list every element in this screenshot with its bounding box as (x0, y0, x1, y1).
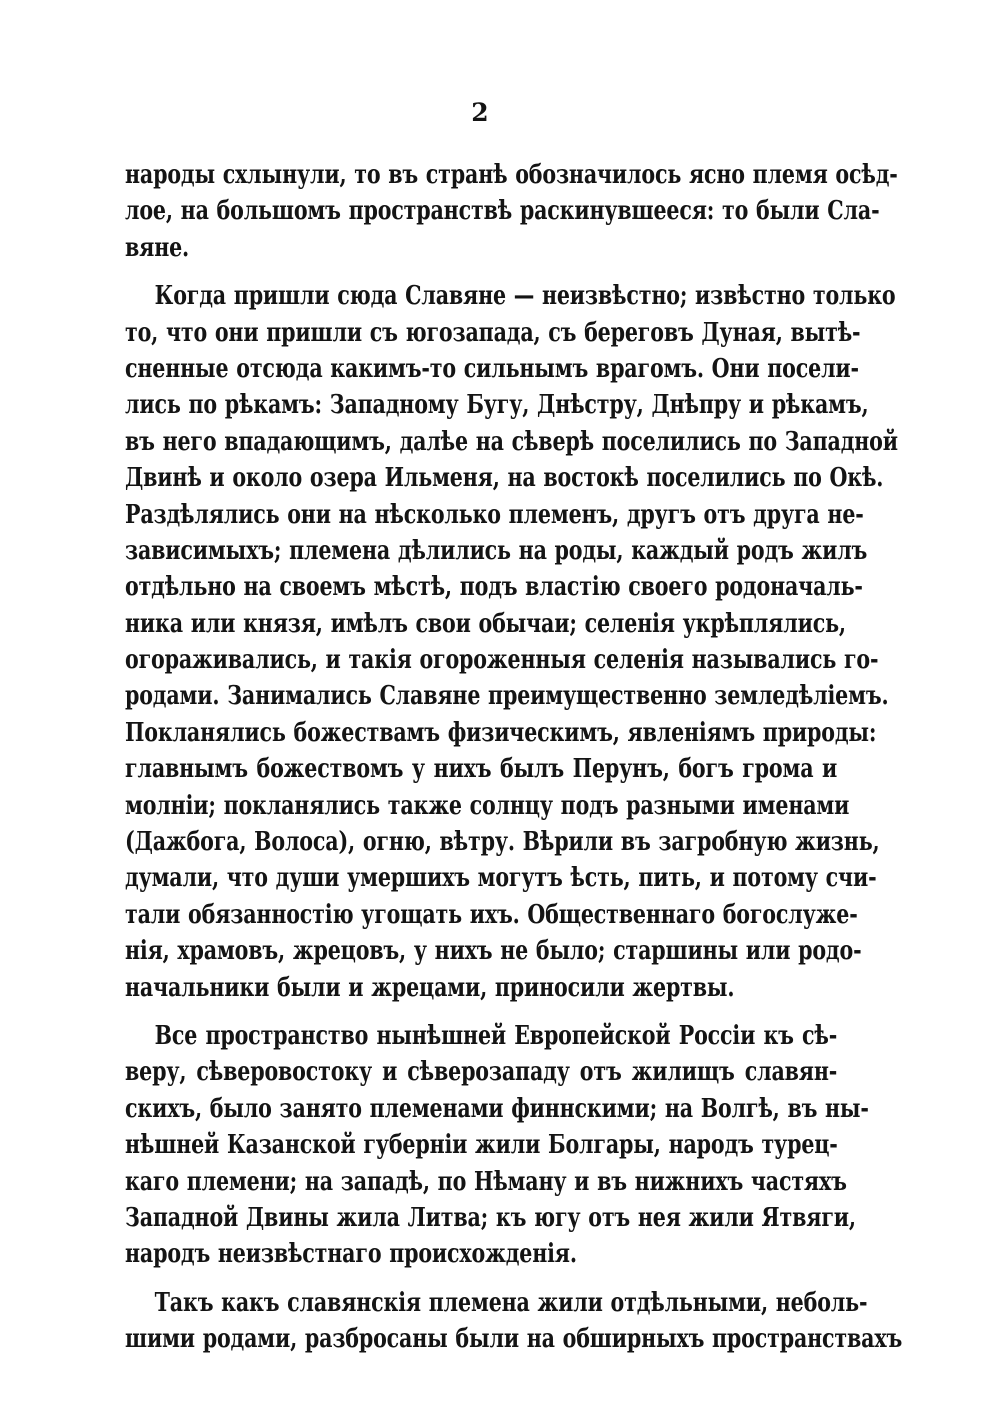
text-line: народъ неизвѣстнаго происхожденія. (125, 1238, 577, 1270)
text-line: народы схлынули, то въ странѣ обозначилось ясно племя осѣд- (125, 159, 898, 190)
text-line: тали обязанностію угощать ихъ. Общественнаго богослуже- (125, 898, 858, 930)
text-line: нія, храмовъ, жрецовъ, у нихъ не было; старшины или родо- (125, 935, 862, 967)
text-line: огораживались, и такія огороженныя селенія назывались го- (125, 644, 879, 676)
text-line: сненные отсюда какимъ-то сильнымъ врагомъ. Они посели- (125, 352, 859, 384)
paragraph (125, 278, 898, 1006)
paragraph (125, 157, 898, 266)
text-line: начальники были и жрецами, приносили жертвы. (125, 971, 735, 1003)
body-text (125, 157, 903, 1358)
text-line: Западной Двины жила Литва; къ югу отъ нея жили Ятвяги, (125, 1201, 856, 1233)
text-line: то, что они пришли съ югозапада, съ береговъ Дуная, вытѣ- (125, 316, 861, 348)
text-line: Раздѣлялись они на нѣсколько племенъ, другъ отъ друга не- (125, 498, 864, 530)
text-line: нѣшней Казанской губерніи жили Болгары, народъ турец- (125, 1129, 838, 1161)
text-line: лое, на большомъ пространствѣ раскинувшееся: то были Сла- (125, 195, 880, 227)
text-line: въ него впадающимъ, далѣе на сѣверѣ поселились по Западной (125, 425, 898, 457)
text-line: зависимыхъ; племена дѣлились на роды, каждый родъ жилъ (125, 534, 868, 566)
text-line: родами. Занимались Славяне преимущественно земледѣліемъ. (125, 680, 889, 712)
text-line: отдѣльно на своемъ мѣстѣ, подъ властію своего родоначаль- (125, 571, 863, 603)
text-line: молніи; покланялись также солнцу подъ разными именами (125, 789, 850, 821)
text-line: Все пространство нынѣшней Европейской Россіи къ сѣ- (154, 1019, 838, 1051)
text-line: шими родами, разбросаны были на обширныхъ пространствахъ (125, 1323, 903, 1355)
text-line: скихъ, было занято племенами финнскими; на Волгѣ, въ ны- (125, 1092, 869, 1124)
page-number: 2 (471, 98, 489, 127)
text-line: каго племени; на западѣ, по Нѣману и въ нижнихъ частяхъ (125, 1165, 847, 1197)
text-line: лись по рѣкамъ: Западному Бугу, Днѣстру, Днѣпру и рѣкамъ, (125, 389, 869, 421)
text-line: (Дажбога, Волоса), огню, вѣтру. Вѣрили въ загробную жизнь, (125, 826, 880, 858)
paragraph (125, 1018, 869, 1273)
text-line: главнымъ божествомъ у нихъ былъ Перунъ, богъ грома и (125, 753, 838, 785)
text-line: Двинѣ и около озера Ильменя, на востокѣ поселились по Окѣ. (125, 462, 884, 494)
text-line: Покланялись божествамъ физическимъ, явленіямъ природы: (125, 716, 877, 748)
text-line: думали, что души умершихъ могутъ ѣсть, пить, и потому счи- (125, 862, 877, 894)
paragraph (125, 1285, 903, 1358)
text-line: ника или князя, имѣлъ свои обычаи; селенія укрѣплялись, (125, 607, 846, 639)
text-line: Такъ какъ славянскія племена жили отдѣльными, неболь- (154, 1286, 868, 1318)
text-line: веру, сѣверовостоку и сѣверозападу отъ жилищъ славян- (125, 1056, 838, 1088)
text-line: Когда пришли сюда Славяне — неизвѣстно; извѣстно только (154, 280, 896, 312)
text-line: вяне. (125, 231, 190, 263)
